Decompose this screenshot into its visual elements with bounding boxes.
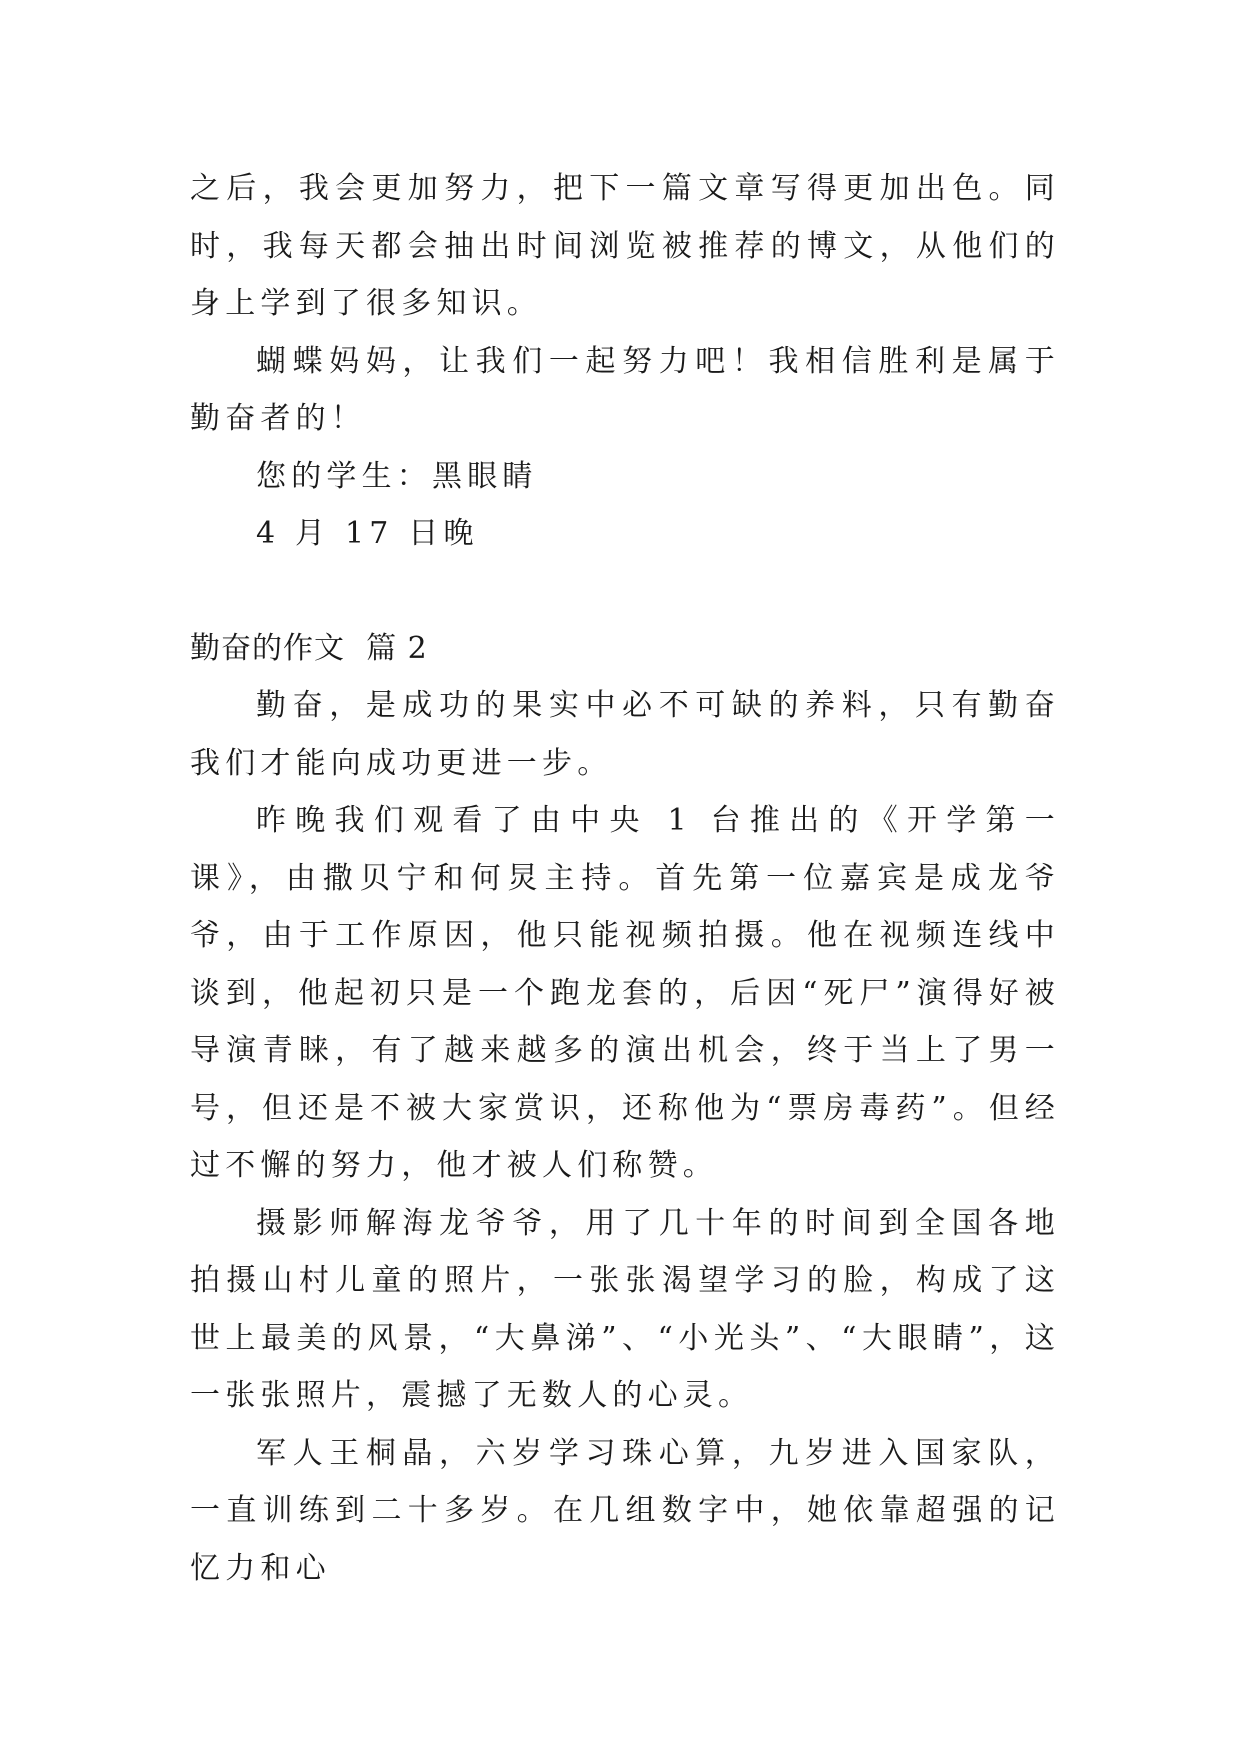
paragraph: 军人王桐晶，六岁学习珠心算，九岁进入国家队，一直训练到二十多岁。在几组数字中，她依靠超强的记忆力和心 xyxy=(190,1435,1060,1586)
paragraph: 勤奋，是成功的果实中必不可缺的养料，只有勤奋我们才能向成功更进一步。 xyxy=(190,688,1060,781)
paragraph: 摄影师解海龙爷爷，用了几十年的时间到全国各地拍摄山村儿童的照片，一张张渴望学习的脸，构成了这世上最美的风景，“大鼻涕”、“小光头”、“大眼睛”，这一张张照片，震撼了无数人的心灵。 xyxy=(190,1205,1060,1413)
signature-line: 您的学生：黑眼睛 xyxy=(256,458,538,494)
paragraph: 之后，我会更加努力，把下一篇文章写得更加出色。同时，我每天都会抽出时间浏览被推荐的博文，从他们的身上学到了很多知识。 xyxy=(190,171,1060,321)
document-body xyxy=(190,160,1060,1597)
date-line: 4 月 17 日晚 xyxy=(256,516,479,551)
paragraph: 昨晚我们观看了由中央 1 台推出的《开学第一课》，由撒贝宁和何炅主持。首先第一位嘉宾是成龙爷爷，由于工作原因，他只能视频拍摄。他在视频连线中谈到，他起初只是一个跑龙套的，后因“死尸”演得好被导演青睐，有了越来越多的演出机会，终于当上了男一号，但还是不被大家赏识，还称他为“票房毒药”。但经过不懈的努力，他才被人们称赞。 xyxy=(190,803,1060,1183)
section-heading: 勤奋的作文 篇 2 xyxy=(190,630,428,666)
spacer xyxy=(190,563,1060,620)
paragraph: 蝴蝶妈妈，让我们一起努力吧！我相信胜利是属于勤奋者的！ xyxy=(190,343,1060,436)
